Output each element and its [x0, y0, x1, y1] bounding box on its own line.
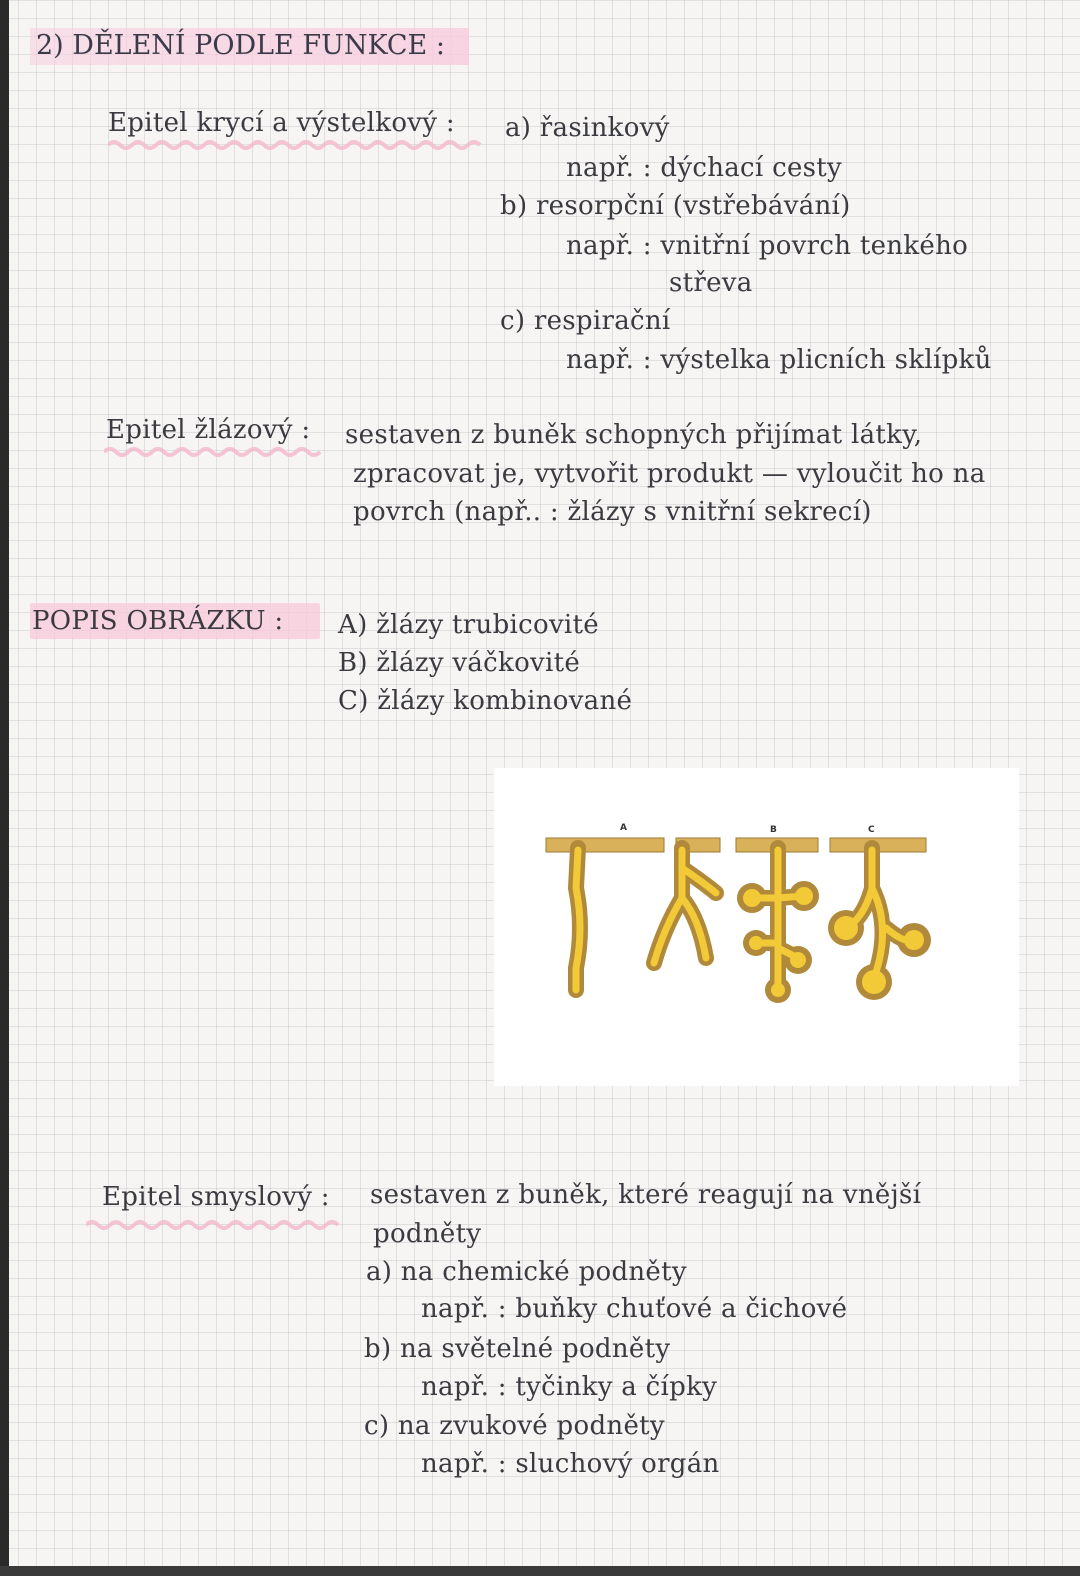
page-left-edge	[0, 0, 9, 1576]
popis-item-a: A) žlázy trubicovité	[338, 610, 599, 640]
kryci-item-a-example: např. : dýchací cesty	[566, 153, 843, 183]
smyslovy-item-b-title: b) na světelné podněty	[364, 1334, 671, 1364]
smyslovy-intro-line-1: sestaven z buněk, které reagují na vnější	[370, 1180, 922, 1210]
kryci-item-c-example: např. : výstelka plicních sklípků	[566, 345, 992, 375]
smyslovy-label: Epitel smyslový :	[102, 1182, 330, 1212]
zlazovy-label: Epitel žlázový :	[106, 415, 311, 445]
smyslovy-item-c-example: např. : sluchový orgán	[421, 1449, 720, 1479]
kryci-item-b-title: b) resorpční (vstřebávání)	[500, 191, 851, 221]
kryci-label: Epitel krycí a výstelkový :	[108, 108, 455, 138]
page-bottom-edge	[0, 1566, 1080, 1576]
smyslovy-item-c-title: c) na zvukové podněty	[364, 1411, 665, 1441]
smyslovy-item-a-example: např. : buňky chuťové a čichové	[421, 1294, 848, 1324]
popis-item-b: B) žlázy váčkovité	[338, 648, 581, 678]
figure-letter-c: C	[868, 825, 875, 835]
smyslovy-intro-line-2: podněty	[373, 1219, 482, 1249]
popis-label: POPIS OBRÁZKU :	[32, 606, 284, 636]
kryci-item-b-example: např. : vnitřní povrch tenkého	[566, 231, 969, 261]
section-heading: 2) DĚLENÍ PODLE FUNKCE :	[30, 28, 469, 65]
kryci-item-a-title: a) řasinkový	[505, 113, 670, 143]
figure-letter-a: A	[620, 823, 627, 833]
gland-figure	[494, 768, 1019, 1086]
smyslovy-item-b-example: např. : tyčinky a čípky	[421, 1372, 718, 1402]
smyslovy-item-a-title: a) na chemické podněty	[366, 1257, 687, 1287]
popis-item-c: C) žlázy kombinované	[338, 686, 633, 716]
highlight-underline-smyslovy	[86, 1218, 346, 1228]
highlight-underline-kryci	[108, 138, 488, 148]
kryci-item-b-example-cont: střeva	[669, 268, 753, 298]
highlight-underline-zlazovy	[104, 445, 334, 455]
figure-letter-b: B	[770, 825, 777, 835]
zlazovy-line-3: povrch (např.. : žlázy s vnitřní sekrecí)	[353, 497, 872, 527]
kryci-item-c-title: c) respirační	[500, 306, 671, 336]
zlazovy-line-2: zpracovat je, vytvořit produkt — vyloučit ho na	[353, 459, 986, 489]
zlazovy-line-1: sestaven z buněk schopných přijímat látky,	[345, 420, 923, 450]
surface-epithelium-1	[546, 838, 664, 852]
